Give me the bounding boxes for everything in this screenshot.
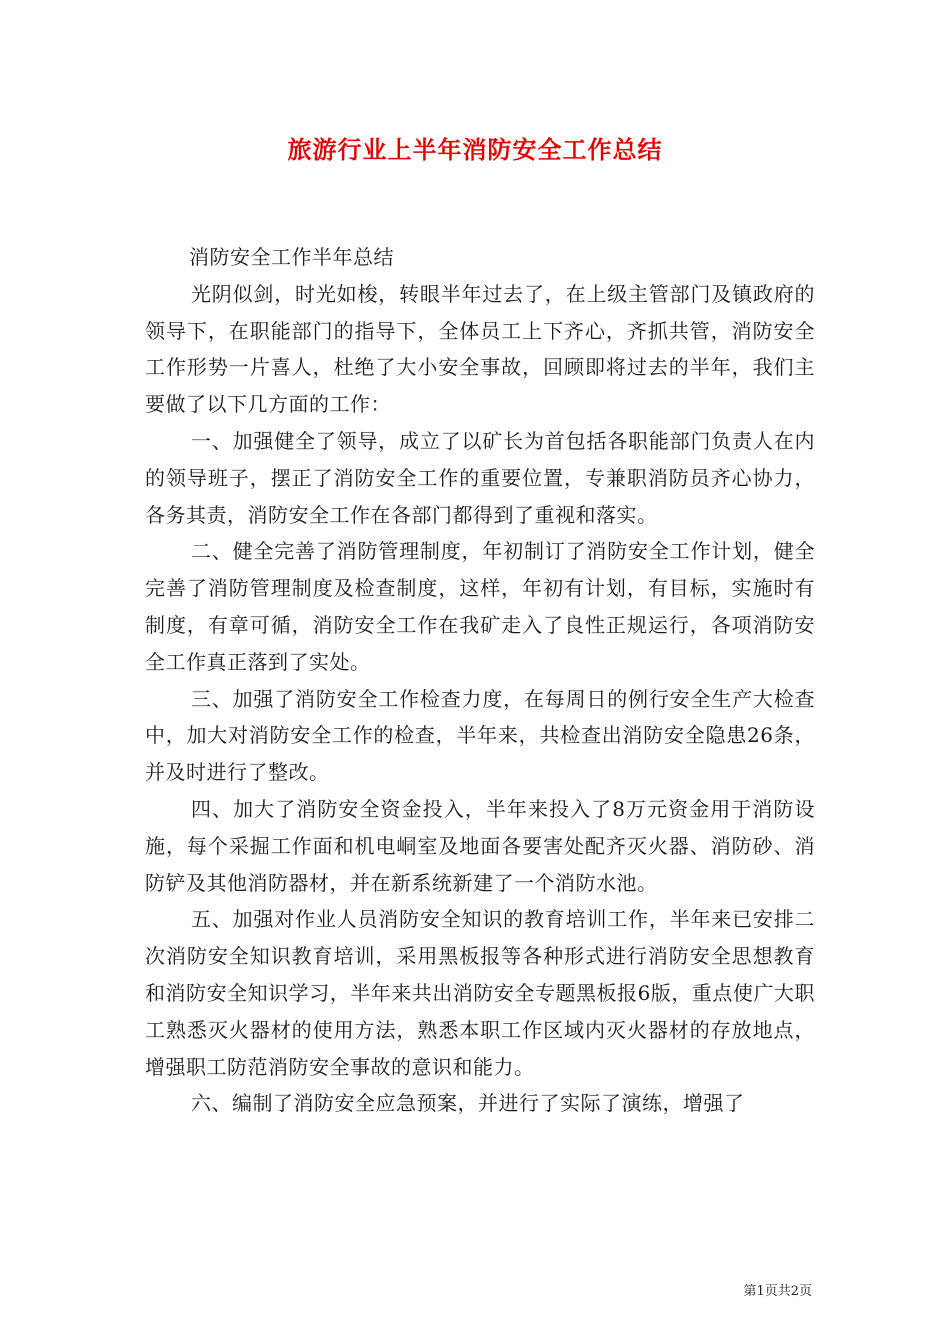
document-subtitle: 消防安全工作半年总结 [189, 245, 394, 269]
document-body [145, 239, 815, 1122]
paragraph-item-3: 三、加强了消防安全工作检查力度，在每周日的例行安全生产大检查中，加大对消防安全工作的检查，半年来，共检查出消防安全隐患26条，并及时进行了整改。 [145, 686, 815, 785]
paragraph-item-1: 一、加强健全了领导，成立了以矿长为首包括各职能部门负责人在内的领导班子，摆正了消防安全工作的重要位置，专兼职消防员齐心协力，各务其责，消防安全工作在各部门都得到了重视和落实。 [145, 428, 815, 527]
paragraph-item-5: 五、加强对作业人员消防安全知识的教育培训工作，半年来已安排二次消防安全知识教育培训，采用黑板报等各种形式进行消防安全思想教育和消防安全知识学习，半年来共出消防安全专题黑板报6版，重点使广大职工熟悉灭火器材的使用方法，熟悉本职工作区域内灭火器材的存放地点，增强职工防范消防安全事故的意识和能力。 [145, 907, 815, 1079]
paragraph-intro: 光阴似剑，时光如梭，转眼半年过去了，在上级主管部门及镇政府的领导下，在职能部门的指导下，全体员工上下齐心，齐抓共管，消防安全工作形势一片喜人，杜绝了大小安全事故，回顾即将过去的半年，我们主要做了以下几方面的工作： [145, 281, 815, 417]
document-title: 旅游行业上半年消防安全工作总结 [287, 135, 663, 164]
paragraph-item-4: 四、加大了消防安全资金投入，半年来投入了8万元资金用于消防设施，每个采掘工作面和机电峒室及地面各要害处配齐灭火器、消防砂、消防铲及其他消防器材，并在新系统新建了一个消防水池。 [145, 796, 815, 895]
paragraph-item-2: 二、健全完善了消防管理制度，年初制订了消防安全工作计划，健全完善了消防管理制度及检查制度，这样，年初有计划，有目标，实施时有制度，有章可循，消防安全工作在我矿走入了良性正规运行，各项消防安全工作真正落到了实处。 [145, 539, 815, 674]
paragraph-item-6: 六、编制了消防安全应急预案，并进行了实际了演练，增强了 [191, 1091, 745, 1116]
page-number: 第1页共2页 [743, 1284, 812, 1299]
